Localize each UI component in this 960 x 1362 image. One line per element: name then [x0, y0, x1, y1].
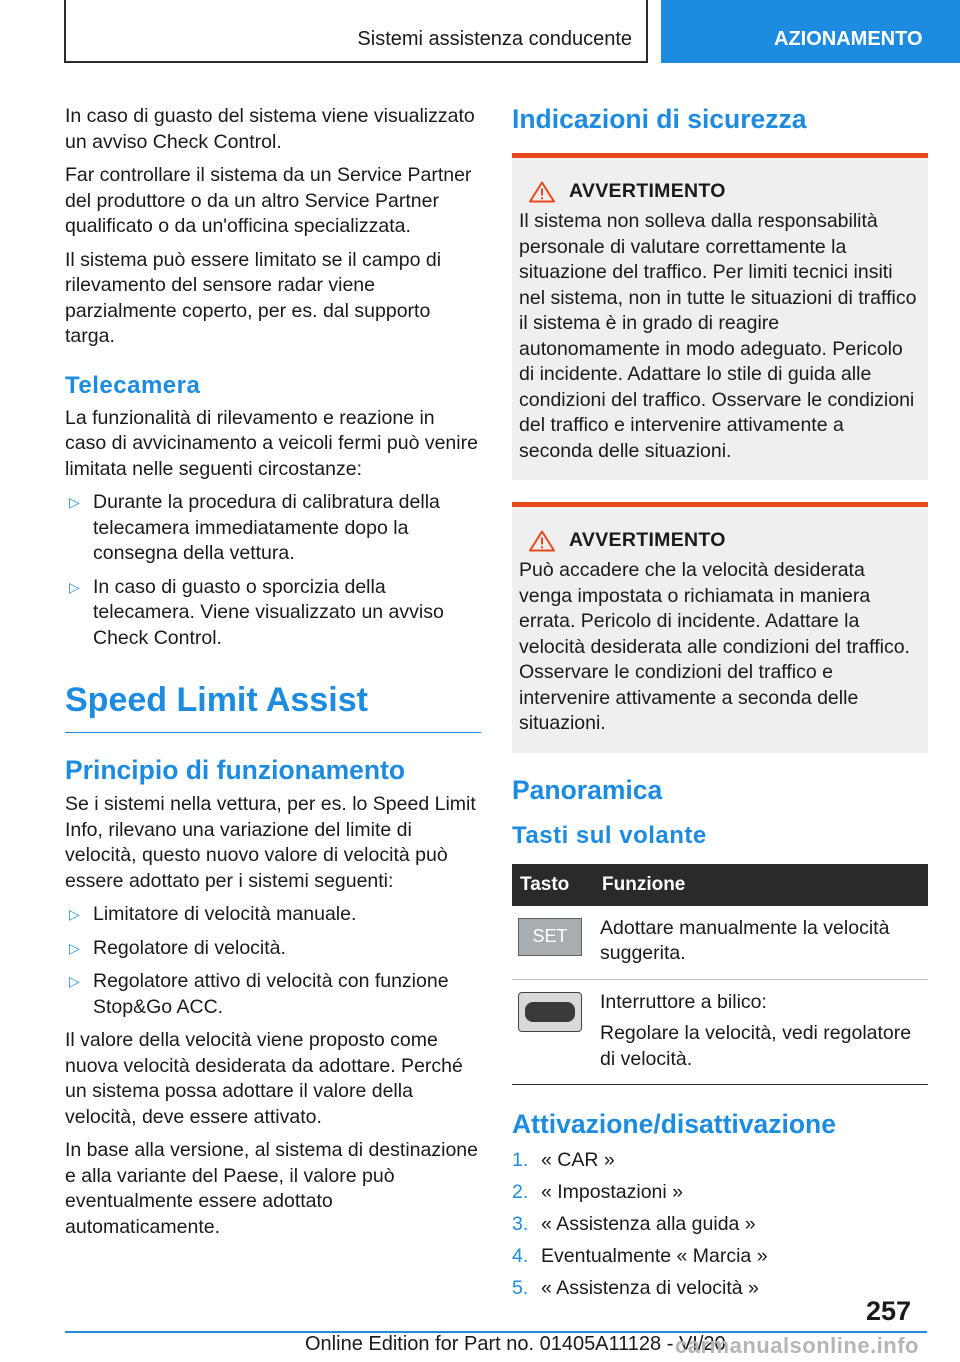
step-text: Eventualmente « Marcia »	[541, 1245, 768, 1267]
list-item	[512, 1212, 928, 1238]
main-heading: Speed Limit Assist	[65, 681, 481, 733]
keys-table	[512, 864, 928, 1086]
table-cell-key	[512, 979, 594, 1085]
list-item	[65, 936, 481, 962]
steps-list	[512, 1148, 928, 1302]
footer-edition: Online Edition for Part no. 01405A11128 - VI/20	[305, 1333, 726, 1355]
table-cell-function: Adottare manualmente la velocità suggerita.	[594, 906, 928, 980]
list-item-text: In caso di guasto o sporcizia della telecamera. Viene visualizzato un avviso Check Control.	[93, 575, 444, 649]
list-item	[512, 1148, 928, 1174]
activation-heading: Attivazione/disattivazione	[512, 1109, 836, 1139]
list-item	[65, 490, 481, 567]
closing-paragraph: Il valore della velocità viene proposto come nuova velocità desiderata da adottare. Perché un sistema possa adottare il valore della velocità, deve essere attivato.	[65, 1029, 463, 1128]
left-column	[65, 104, 481, 1248]
page-number: 257	[866, 1296, 912, 1326]
triangle-bullet-icon: ▷	[69, 578, 80, 595]
warning-triangle-icon	[529, 181, 555, 203]
set-button-icon	[518, 918, 582, 956]
set-key-label: SET	[532, 925, 568, 946]
header-section-box	[64, 0, 648, 63]
overview-heading: Panoramica	[512, 774, 663, 805]
chapter-tab[interactable]	[661, 0, 960, 63]
step-number: 3.	[512, 1213, 529, 1235]
table-header-key: Tasto	[512, 864, 594, 906]
step-number: 2.	[512, 1181, 529, 1203]
table-header-row	[512, 864, 928, 906]
list-item	[512, 1244, 928, 1270]
table-header-function: Funzione	[594, 864, 928, 906]
table-cell-key	[512, 906, 594, 980]
triangle-bullet-icon: ▷	[69, 973, 80, 989]
warning-header	[519, 529, 920, 552]
list-item	[65, 575, 481, 652]
camera-paragraph: La funzionalità di rilevamento e reazione in caso di avvicinamento a veicoli fermi può venire limitata nelle seguenti circostanze:	[65, 406, 478, 480]
list-item	[65, 969, 481, 1020]
triangle-bullet-icon: ▷	[69, 939, 80, 956]
intro-paragraph: In caso di guasto del sistema viene visualizzato un avviso Check Control.	[65, 105, 475, 153]
chapter-tab-label: AZIONAMENTO	[774, 28, 923, 50]
step-text: « Assistenza alla guida »	[541, 1213, 756, 1235]
step-number: 5.	[512, 1277, 529, 1299]
camera-heading: Telecamera	[65, 371, 201, 399]
intro-paragraph: Far controllare il sistema da un Service Partner del produttore o da un altro Service Partner qualificato o da un'officina specializzata.	[65, 164, 472, 237]
warning-box	[512, 502, 928, 753]
safety-heading: Indicazioni di sicurezza	[512, 104, 807, 134]
function-title: Interruttore a bilico:	[600, 990, 767, 1013]
warning-text: Può accadere che la velocità desiderata venga impostata o richiamata in maniera errata. Pericolo di incidente. Adattare la velocità desiderata alle condizioni del traffico. Osservare le condizioni del traffico e intervenire attivamente a seconda delle situazioni.	[519, 559, 910, 734]
principle-bullet-list	[65, 902, 481, 1020]
step-text: « CAR »	[541, 1149, 615, 1171]
table-row	[512, 979, 928, 1085]
warning-label: AVVERTIMENTO	[569, 180, 726, 202]
closing-paragraph: In base alla versione, al sistema di destinazione e alla variante del Paese, il valore può eventualmente essere adottato automaticamente.	[65, 1139, 478, 1238]
watermark: carmanualsonline.info	[675, 1333, 919, 1358]
list-item-text: Regolatore di velocità.	[93, 936, 286, 959]
triangle-bullet-icon: ▷	[69, 494, 80, 510]
list-item	[512, 1180, 928, 1206]
intro-paragraph: Il sistema può essere limitato se il campo di rilevamento del sensore radar viene parzialmente coperto, per es. dal supporto targa.	[65, 248, 442, 347]
warning-triangle-icon	[529, 530, 555, 552]
step-number: 1.	[512, 1149, 529, 1171]
principle-paragraph: Se i sistemi nella vettura, per es. lo Speed Limit Info, rilevano una variazione del limite di velocità, questo nuovo valore di velocità può essere adottato per i sistemi seguenti:	[65, 793, 476, 892]
principle-heading: Principio di funzionamento	[65, 755, 406, 785]
keys-heading: Tasti sul volante	[512, 821, 707, 849]
triangle-bullet-icon: ▷	[69, 906, 80, 922]
warning-header	[519, 180, 920, 203]
rocker-switch-icon	[518, 992, 582, 1032]
right-column	[512, 104, 928, 1308]
camera-bullet-list	[65, 490, 481, 651]
list-item-text: Durante la procedura di calibratura della telecamera immediatamente dopo la consegna della vettura.	[93, 491, 440, 564]
warning-text: Il sistema non solleva dalla responsabilità personale di valutare correttamente la situazione del traffico. Per limiti tecnici insiti nel sistema, non in tutte le situazioni di traffico il sistema è in grado di reagire autonomamente in modo adeguato. Pericolo di incidente. Adattare lo stile di guida alle condizioni del traffico. Osservare le condizioni del traffico e intervenire attivamente a seconda delle situazioni.	[519, 210, 917, 462]
section-title: Sistemi assistenza conducente	[357, 28, 632, 50]
step-number: 4.	[512, 1245, 529, 1267]
function-text: Regolare la velocità, vedi regolatore di velocità.	[600, 1022, 912, 1070]
table-cell-function	[594, 979, 928, 1085]
step-text: « Assistenza di velocità »	[541, 1277, 759, 1299]
list-item	[65, 902, 481, 928]
step-text: « Impostazioni »	[541, 1181, 683, 1203]
table-row	[512, 906, 928, 980]
list-item-text: Limitatore di velocità manuale.	[93, 903, 357, 925]
warning-box	[512, 153, 928, 480]
list-item-text: Regolatore attivo di velocità con funzione Stop&Go ACC.	[93, 970, 449, 1018]
warning-label: AVVERTIMENTO	[569, 529, 726, 551]
